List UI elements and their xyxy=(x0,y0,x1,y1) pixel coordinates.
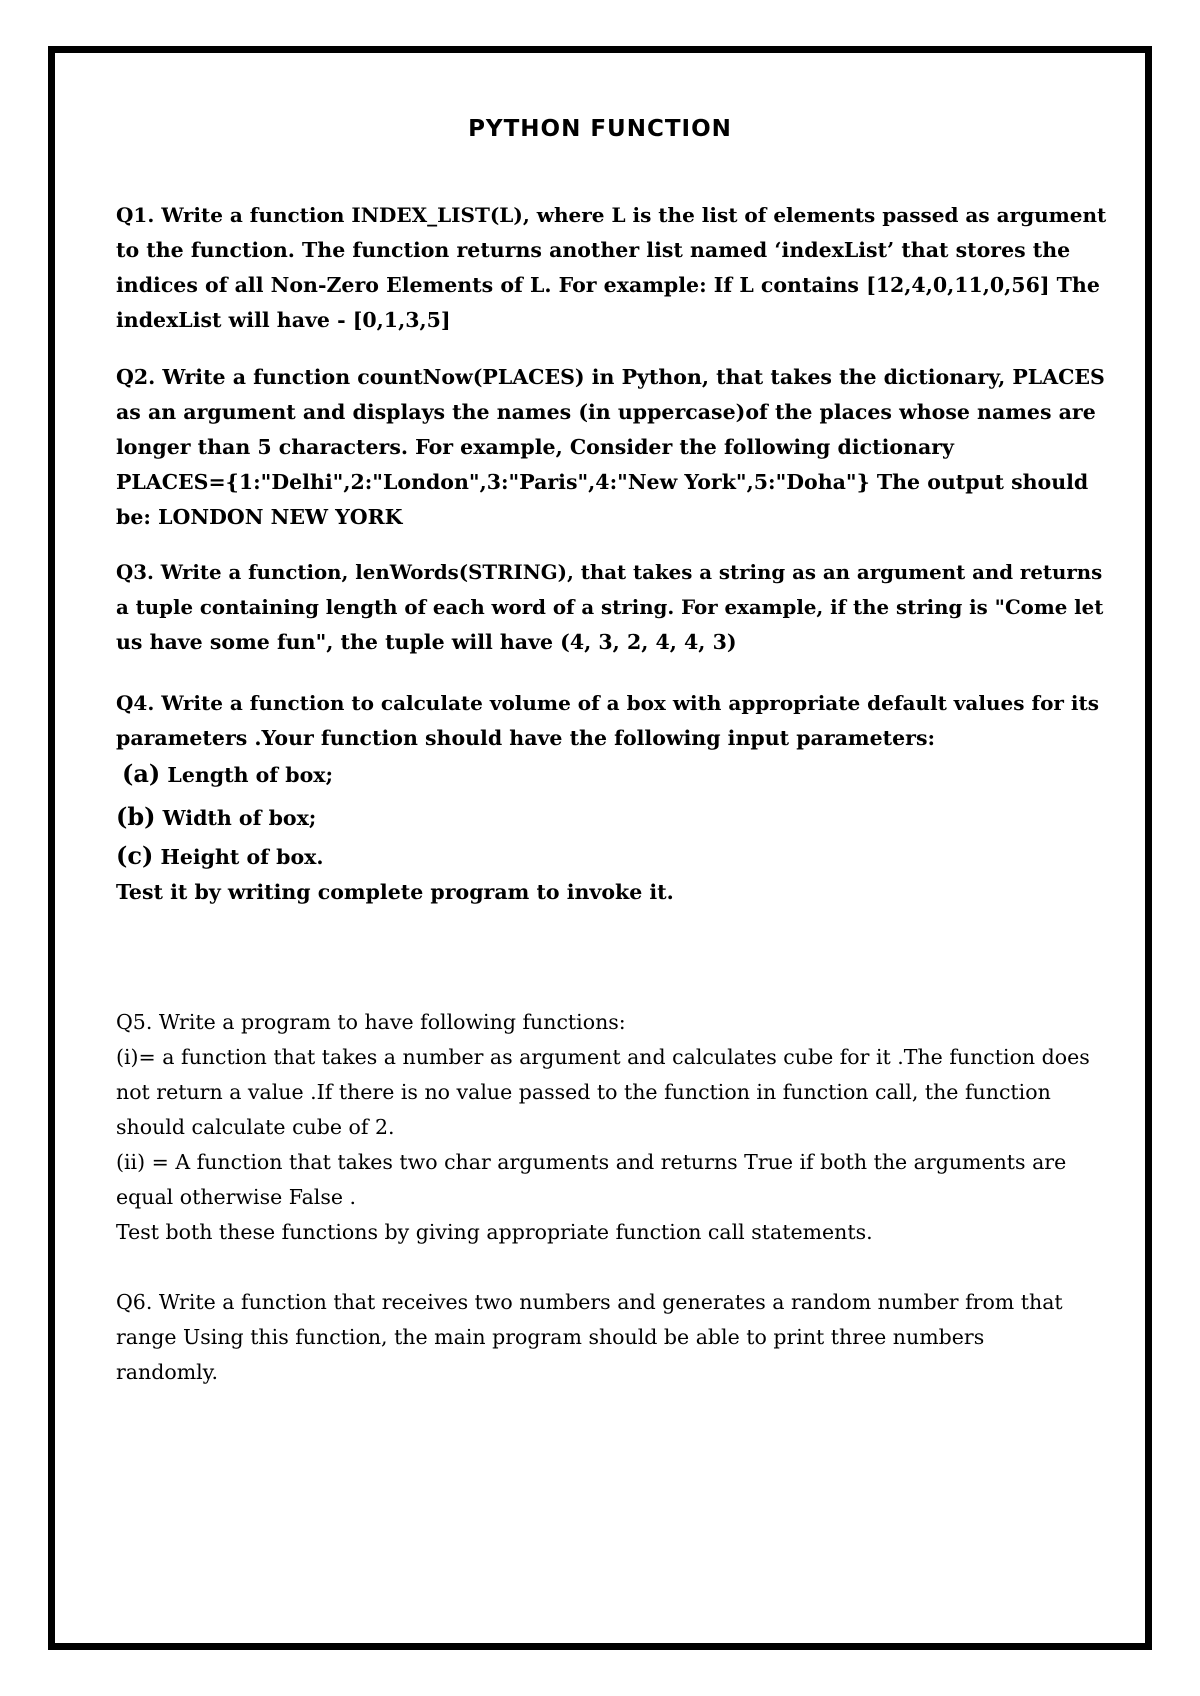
question-1 xyxy=(116,198,1106,338)
item-marker: (b) xyxy=(116,802,156,831)
question-4-closing: Test it by writing complete program to invoke it. xyxy=(116,880,674,904)
question-5-line: (ii) = A function that takes two char arguments and returns True if both the arguments are xyxy=(116,1150,1067,1174)
question-3-line: a tuple containing length of each word of a string. For example, if the string is "Come let xyxy=(116,595,1104,619)
question-2-line: be: LONDON NEW YORK xyxy=(116,505,403,529)
question-2-line: as an argument and displays the names (in uppercase)of the places whose names are xyxy=(116,400,1096,424)
question-6-line: randomly. xyxy=(116,1360,219,1384)
question-5-line: Test both these functions by giving appropriate function call statements. xyxy=(116,1220,873,1244)
item-text: Height of box. xyxy=(160,845,324,869)
question-4-item xyxy=(116,756,1106,793)
question-4-item xyxy=(116,799,1106,836)
question-5-line: (i)= a function that takes a number as argument and calculates cube for it .The function does xyxy=(116,1045,1090,1069)
question-6-line: Q6. Write a function that receives two numbers and generates a random number from that xyxy=(116,1290,1063,1314)
question-2-line: PLACES={1:"Delhi",2:"London",3:"Paris",4:"New York",5:"Doha"} The output should xyxy=(116,470,1089,494)
question-3 xyxy=(116,555,1106,660)
question-5-line: equal otherwise False . xyxy=(116,1185,357,1209)
question-1-line: indices of all Non-Zero Elements of L. For example: If L contains [12,4,0,11,0,56] The xyxy=(116,273,1100,297)
question-1-line: to the function. The function returns another list named ‘indexList’ that stores the xyxy=(116,238,1071,262)
question-4-line: parameters .Your function should have the following input parameters: xyxy=(116,726,936,750)
question-4 xyxy=(116,686,1106,910)
item-marker: (c) xyxy=(116,841,154,870)
question-1-line: Q1. Write a function INDEX_LIST(L), where L is the list of elements passed as argument xyxy=(116,203,1107,227)
item-text: Length of box; xyxy=(167,763,334,787)
question-2-line: longer than 5 characters. For example, Consider the following dictionary xyxy=(116,435,954,459)
item-text: Width of box; xyxy=(162,806,317,830)
question-2 xyxy=(116,360,1106,535)
item-marker: (a) xyxy=(122,759,161,788)
question-4-item xyxy=(116,838,1106,875)
question-5-line: should calculate cube of 2. xyxy=(116,1115,395,1139)
question-2-line: Q2. Write a function countNow(PLACES) in Python, that takes the dictionary, PLACES xyxy=(116,365,1105,389)
question-5 xyxy=(116,1005,1106,1250)
question-1-line: indexList will have - [0,1,3,5] xyxy=(116,308,451,332)
page-title: PYTHON FUNCTION xyxy=(468,116,732,142)
question-3-line: us have some fun", the tuple will have (4, 3, 2, 4, 4, 3) xyxy=(116,630,737,654)
question-3-line: Q3. Write a function, lenWords(STRING), that takes a string as an argument and returns xyxy=(116,560,1103,584)
question-6-line: range Using this function, the main program should be able to print three numbers xyxy=(116,1325,985,1349)
question-5-line: Q5. Write a program to have following functions: xyxy=(116,1010,626,1034)
question-5-line: not return a value .If there is no value passed to the function in function call, the function xyxy=(116,1080,1051,1104)
question-6 xyxy=(116,1285,1106,1390)
question-4-line: Q4. Write a function to calculate volume of a box with appropriate default values for its xyxy=(116,691,1099,715)
